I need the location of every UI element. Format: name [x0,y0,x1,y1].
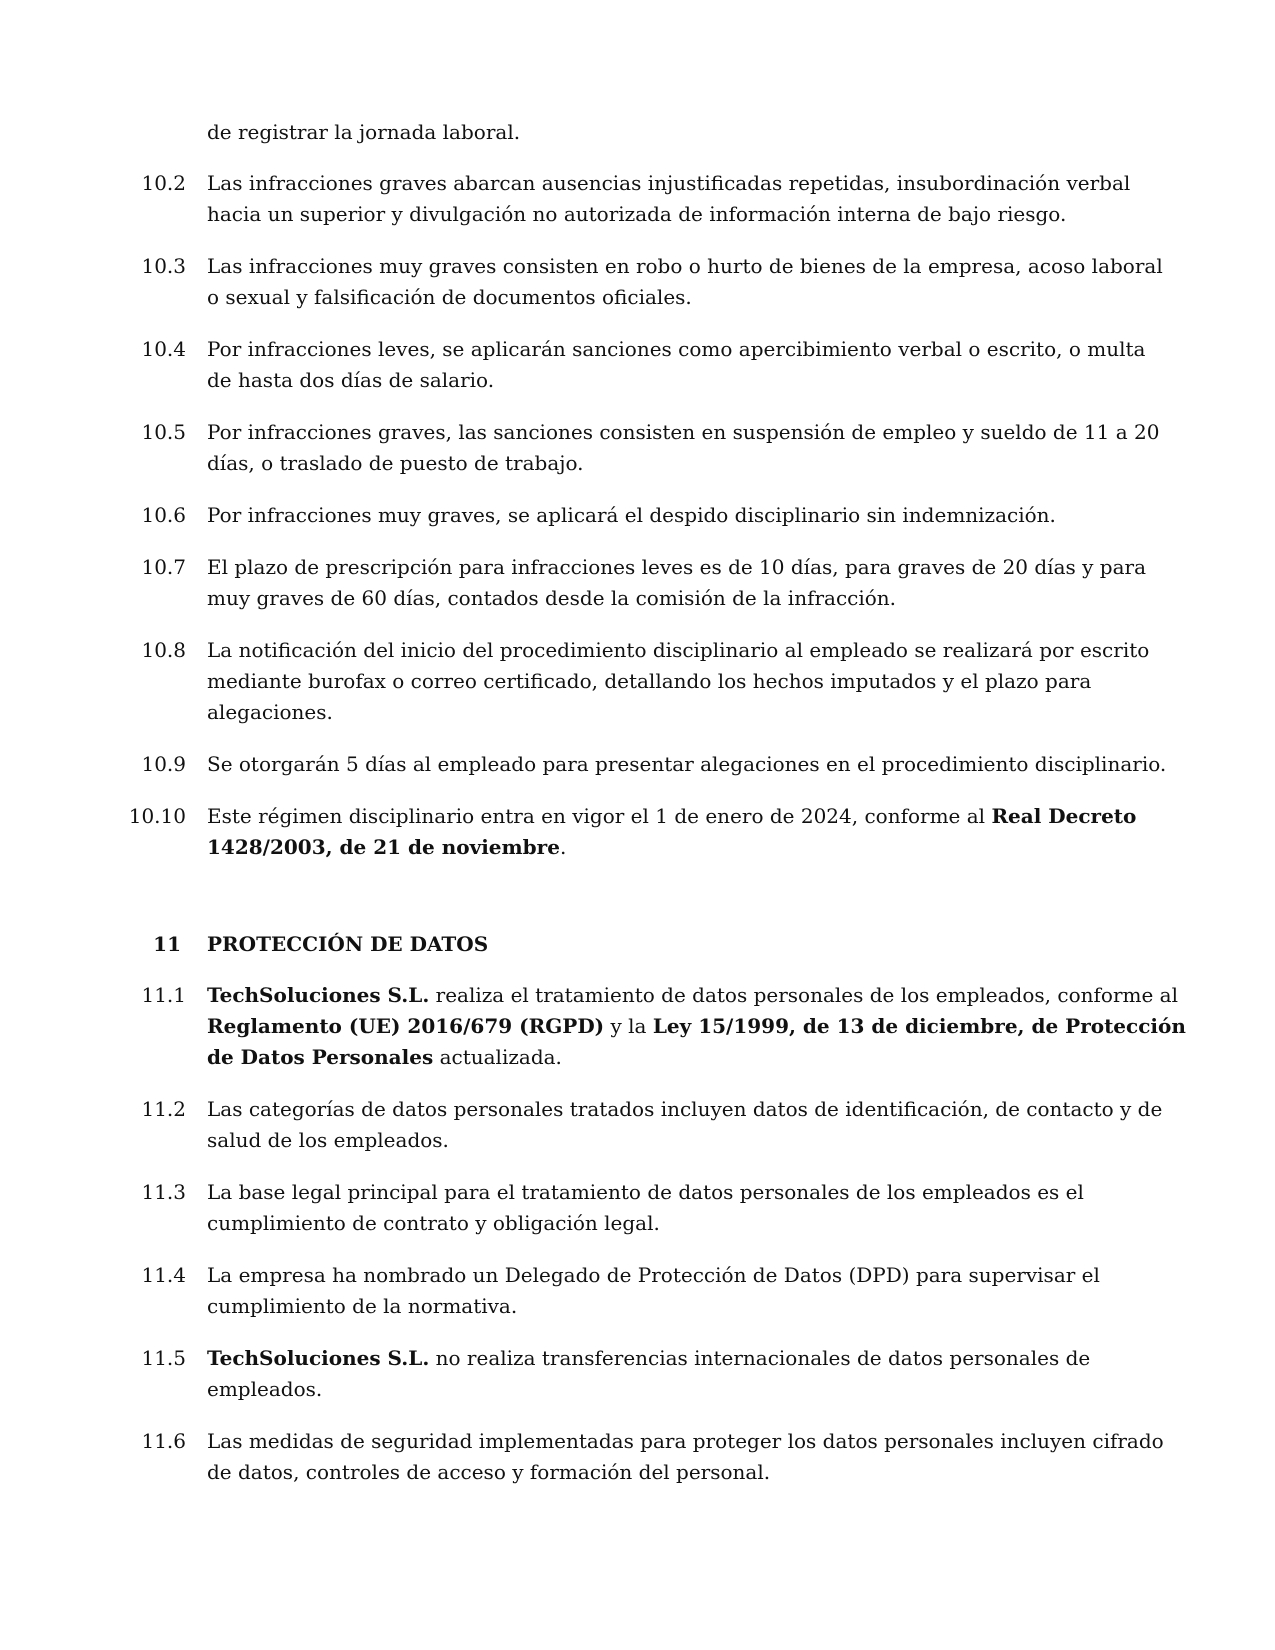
clause-number: 10.2 [141,171,186,195]
clause-line [207,1042,1137,1073]
clause-text [207,417,1160,479]
clause-number: 10.10 [128,804,186,828]
clause-line: Por infracciones graves, las sanciones consisten en suspensión de empleo y sueldo de 11 a 20 [207,420,1160,444]
clause-line [207,832,1137,863]
clause-line: Por infracciones leves, se aplicarán sanciones como apercibimiento verbal o escrito, o multa [207,337,1146,361]
clause-line: Se otorgarán 5 días al empleado para presentar alegaciones en el procedimiento disciplinario. [207,752,1167,776]
clause-text [207,1260,1137,1322]
law-reference: Real Decreto [991,804,1137,828]
clause-text [207,635,1150,728]
clause-line: salud de los empleados. [207,1128,449,1152]
clause-line: alegaciones. [207,700,333,724]
clause-text [207,749,1167,780]
clause-line [207,980,1178,1011]
law-reference: Ley 15/1999, de 13 de diciembre, de Protección [652,1014,1186,1038]
clause-text [207,334,1146,396]
clause-text [207,801,1137,863]
clause-number: 10.9 [141,752,186,776]
clause-number: 11.2 [141,1097,186,1121]
clause-text-run: no realiza transferencias internacionales de datos personales de [429,1346,1091,1370]
clause-line: cumplimiento de contrato y obligación legal. [207,1211,660,1235]
clause-number: 11.6 [141,1429,186,1453]
clause-text [207,168,1137,230]
clause-line: La notificación del inicio del procedimiento disciplinario al empleado se realizará por escrito [207,638,1150,662]
clause-line: o sexual y falsificación de documentos oficiales. [207,285,692,309]
clause-number: 10.4 [141,337,186,361]
clause-number: 11.5 [141,1346,186,1370]
clause-text [207,980,1186,1073]
clause-line: El plazo de prescripción para infracciones leves es de 10 días, para graves de 20 días y para [207,555,1146,579]
clause-number: 10.8 [141,638,186,662]
clause-text-run: Este régimen disciplinario entra en vigor el 1 de enero de 2024, conforme al [207,804,992,828]
clause-number: 10.3 [141,254,186,278]
clause-number: 10.6 [141,503,186,527]
clause-number: 11.4 [141,1263,186,1287]
clause-text [207,1094,1163,1156]
clause-line: de hasta dos días de salario. [207,368,495,392]
clause-line: muy graves de 60 días, contados desde la comisión de la infracción. [207,586,897,610]
clause-line: de datos, controles de acceso y formación del personal. [207,1460,771,1484]
clause-line: La empresa ha nombrado un Delegado de Protección de Datos (DPD) para supervisar el [207,1263,1100,1287]
law-reference: de Datos Personales [207,1045,434,1069]
clause-line: hacia un superior y divulgación no autorizada de información interna de bajo riesgo. [207,202,1067,226]
clause-line: Las infracciones muy graves consisten en robo o hurto de bienes de la empresa, acoso laboral [207,254,1163,278]
clause-text [207,552,1146,614]
clause-text [207,251,1163,313]
clause-text [207,1177,1137,1239]
law-reference: 1428/2003, de 21 de noviembre [207,835,560,859]
clause-text-run: actualizada. [433,1045,562,1069]
law-reference: Reglamento (UE) 2016/679 (RGPD) [207,1014,605,1038]
clause-line [207,801,1137,832]
clause-line: Las infracciones graves abarcan ausencias injustificadas repetidas, insubordinación verbal [207,171,1131,195]
clause-number: 11.1 [141,983,186,1007]
clause-number: 10.5 [141,420,186,444]
clause-text [207,1426,1164,1488]
clause-line: Las categorías de datos personales tratados incluyen datos de identificación, de contacto y de [207,1097,1163,1121]
continuation-text: de registrar la jornada laboral. [207,120,521,144]
clause-number: 10.7 [141,555,186,579]
clause-line: La base legal principal para el tratamiento de datos personales de los empleados es el [207,1180,1084,1204]
company-name: TechSoluciones S.L. [207,983,430,1007]
clause-number: 11.3 [141,1180,186,1204]
clause-line [207,1343,1137,1374]
clause-text-run: y la [604,1014,653,1038]
clause-line: mediante burofax o correo certificado, detallando los hechos imputados y el plazo para [207,669,1092,693]
clause-line: cumplimiento de la normativa. [207,1294,518,1318]
clause-text [207,1343,1137,1405]
clause-line [207,1011,1186,1042]
clause-line: empleados. [207,1377,323,1401]
clause-line: días, o traslado de puesto de trabajo. [207,451,584,475]
company-name: TechSoluciones S.L. [207,1346,430,1370]
clause-line: Las medidas de seguridad implementadas para proteger los datos personales incluyen cifrado [207,1429,1164,1453]
clause-line: Por infracciones muy graves, se aplicará el despido disciplinario sin indemnización. [207,503,1056,527]
clause-text-run: . [559,835,567,859]
section-number: 11 [153,932,181,956]
clause-text [207,500,1137,531]
clause-text-run: realiza el tratamiento de datos personales de los empleados, conforme al [429,983,1178,1007]
section-title: PROTECCIÓN DE DATOS [207,932,489,956]
